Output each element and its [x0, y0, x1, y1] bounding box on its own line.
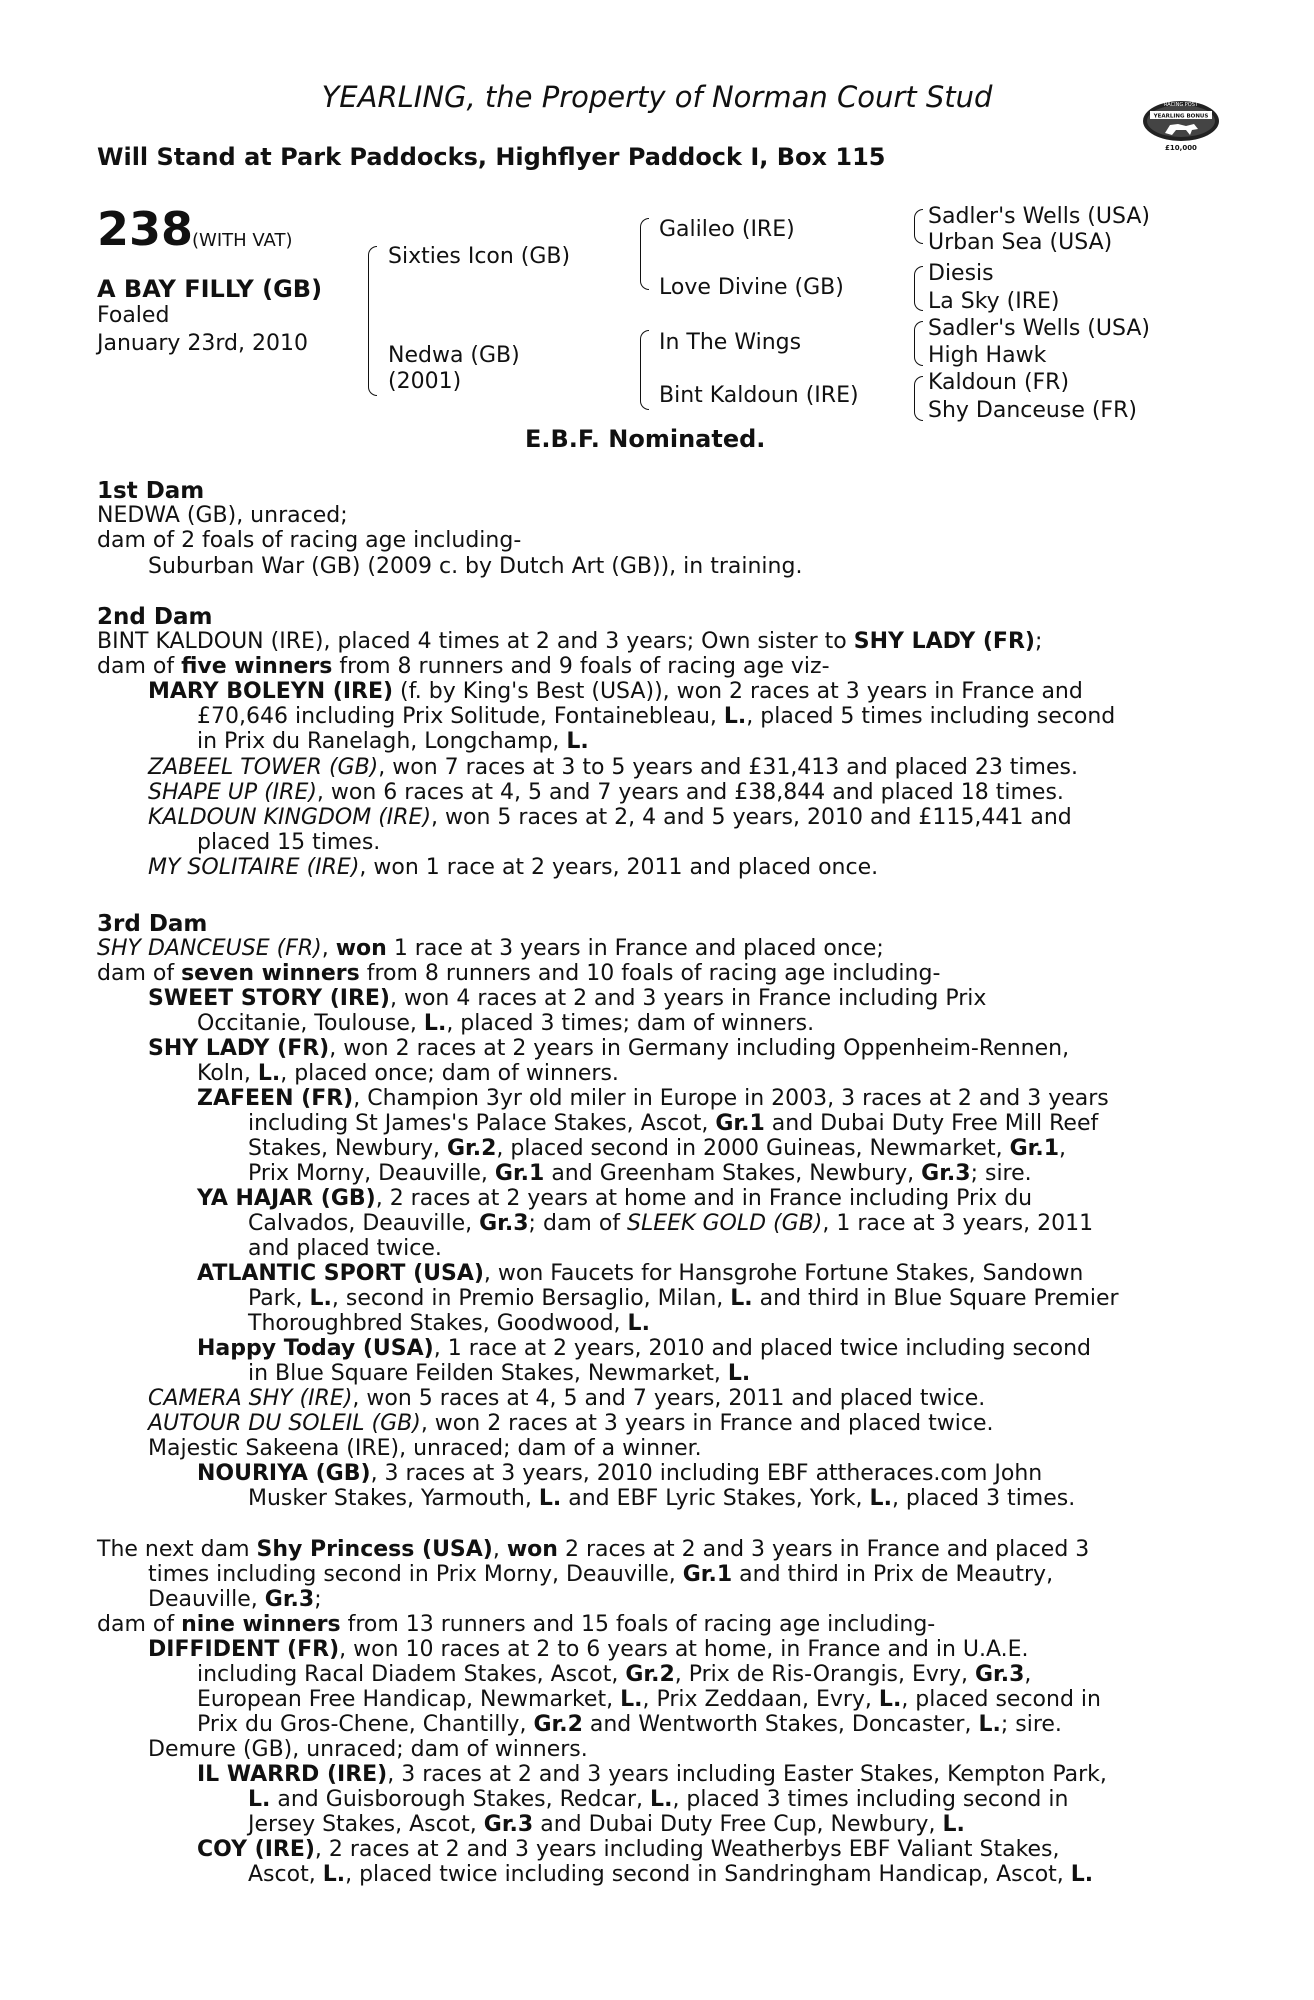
- next-dam-progeny: IL WARRD (IRE), 3 races at 2 and 3 years including Easter Stakes, Kempton Park,: [197, 1762, 1107, 1787]
- next-dam-line: dam of nine winners from 13 runners and 15 foals of racing age including-: [97, 1612, 936, 1637]
- third-dam-progeny: including St James's Palace Stakes, Ascot, Gr.1 and Dubai Duty Free Mill Reef: [248, 1111, 1099, 1136]
- next-dam-progeny: L. and Guisborough Stakes, Redcar, L., placed 3 times including second in: [248, 1787, 1069, 1812]
- foaled-date: January 23rd, 2010: [97, 331, 308, 356]
- third-dam-progeny: Stakes, Newbury, Gr.2, placed second in 2000 Guineas, Newmarket, Gr.1,: [248, 1136, 1067, 1161]
- pedigree-sire-dam: Love Divine (GB): [659, 275, 844, 300]
- third-dam-progeny: in Blue Square Feilden Stakes, Newmarket, L.: [248, 1361, 751, 1386]
- third-dam-line: SHY DANCEUSE (FR), won 1 race at 3 years in France and placed once;: [97, 936, 884, 961]
- third-dam-progeny: Koln, L., placed once; dam of winners.: [197, 1061, 619, 1086]
- second-dam-line: dam of five winners from 8 runners and 9 foals of racing age viz-: [97, 654, 830, 679]
- third-dam-progeny: Happy Today (USA), 1 race at 2 years, 2010 and placed twice including second: [197, 1336, 1091, 1361]
- third-dam-progeny: and placed twice.: [248, 1236, 442, 1261]
- next-dam-line: Deauville, Gr.3;: [148, 1587, 322, 1612]
- third-dam-progeny: SWEET STORY (IRE), won 4 races at 2 and 3 years in France including Prix: [148, 986, 987, 1011]
- second-dam-progeny: SHAPE UP (IRE), won 6 races at 4, 5 and 7 years and £38,844 and placed 18 times.: [148, 780, 1064, 805]
- third-dam-progeny: CAMERA SHY (IRE), won 5 races at 4, 5 and 7 years, 2011 and placed twice.: [148, 1386, 986, 1411]
- next-dam-progeny: including Racal Diadem Stakes, Ascot, Gr.2, Prix de Ris-Orangis, Evry, Gr.3,: [197, 1662, 1032, 1687]
- next-dam-line: times including second in Prix Morny, Deauville, Gr.1 and third in Prix de Meautry,: [148, 1562, 1054, 1587]
- second-dam-heading: 2nd Dam: [97, 604, 213, 630]
- pedigree-dam-sire: In The Wings: [659, 330, 802, 355]
- lot-vat: (WITH VAT): [192, 230, 293, 251]
- third-dam-progeny: Park, L., second in Premio Bersaglio, Milan, L. and third in Blue Square Premier: [248, 1286, 1119, 1311]
- pedigree-sire: Sixties Icon (GB): [388, 244, 571, 269]
- third-dam-line: dam of seven winners from 8 runners and 10 foals of racing age including-: [97, 961, 941, 986]
- badge-value: £10,000: [1165, 144, 1197, 152]
- lot-number: 238: [97, 202, 194, 256]
- pedigree-brace-4: [914, 209, 923, 244]
- yearling-bonus-badge-logo: [1140, 95, 1222, 153]
- third-dam-heading: 3rd Dam: [97, 911, 208, 937]
- second-dam-progeny: ZABEEL TOWER (GB), won 7 races at 3 to 5 years and £31,413 and placed 23 times.: [148, 755, 1078, 780]
- pedigree-brace-1: [368, 246, 377, 396]
- next-dam-progeny: Jersey Stakes, Ascot, Gr.3 and Dubai Duty Free Cup, Newbury, L.: [248, 1812, 965, 1837]
- pedigree-dam-dam: Bint Kaldoun (IRE): [659, 383, 859, 408]
- third-dam-progeny: YA HAJAR (GB), 2 races at 2 years at home and in France including Prix du: [197, 1186, 1033, 1211]
- next-dam-progeny: European Free Handicap, Newmarket, L., Prix Zeddaan, Evry, L., placed second in: [197, 1687, 1101, 1712]
- pedigree-dam-year: (2001): [388, 369, 462, 394]
- second-dam-progeny: £70,646 including Prix Solitude, Fontainebleau, L., placed 5 times including second: [197, 704, 1116, 729]
- next-dam-progeny: COY (IRE), 2 races at 2 and 3 years including Weatherbys EBF Valiant Stakes,: [197, 1837, 1060, 1862]
- third-dam-progeny: AUTOUR DU SOLEIL (GB), won 2 races at 3 years in France and placed twice.: [148, 1411, 994, 1436]
- next-dam-progeny: Prix du Gros-Chene, Chantilly, Gr.2 and Wentworth Stakes, Doncaster, L.; sire.: [197, 1712, 1062, 1737]
- second-dam-progeny: MY SOLITAIRE (IRE), won 1 race at 2 years, 2011 and placed once.: [148, 855, 879, 880]
- pedigree-dam: Nedwa (GB): [388, 343, 520, 368]
- second-dam-line: BINT KALDOUN (IRE), placed 4 times at 2 and 3 years; Own sister to SHY LADY (FR);: [97, 629, 1043, 654]
- pedigree-sire-sire: Galileo (IRE): [659, 217, 795, 242]
- stand-location: Will Stand at Park Paddocks, Highflyer Paddock I, Box 115: [97, 143, 886, 171]
- badge-line2: YEARLING BONUS: [1153, 113, 1209, 120]
- pedigree-g7: Kaldoun (FR): [928, 370, 1070, 395]
- pedigree-brace-7: [914, 376, 923, 421]
- first-dam-progeny: Suburban War (GB) (2009 c. by Dutch Art (GB)), in training.: [148, 554, 803, 579]
- next-dam-line: The next dam Shy Princess (USA), won 2 races at 2 and 3 years in France and placed 3: [97, 1537, 1090, 1562]
- third-dam-progeny: Thoroughbred Stakes, Goodwood, L.: [248, 1311, 650, 1336]
- third-dam-progeny: NOURIYA (GB), 3 races at 3 years, 2010 including EBF attheraces.com John: [197, 1461, 1043, 1486]
- page-title: YEARLING, the Property of Norman Court Stud: [321, 80, 993, 114]
- pedigree-brace-2: [640, 218, 649, 290]
- third-dam-progeny: Majestic Sakeena (IRE), unraced; dam of a winner.: [148, 1436, 702, 1461]
- next-dam-progeny: DIFFIDENT (FR), won 10 races at 2 to 6 years at home, in France and in U.A.E.: [148, 1637, 1029, 1662]
- third-dam-progeny: Calvados, Deauville, Gr.3; dam of SLEEK GOLD (GB), 1 race at 3 years, 2011: [248, 1211, 1094, 1236]
- pedigree-g5: Sadler's Wells (USA): [928, 316, 1150, 341]
- pedigree-brace-5: [914, 266, 923, 311]
- pedigree-g8: Shy Danceuse (FR): [928, 398, 1137, 423]
- pedigree-g6: High Hawk: [928, 343, 1047, 368]
- second-dam-progeny: placed 15 times.: [197, 830, 381, 855]
- lot-foaled: [97, 302, 308, 358]
- first-dam-line: NEDWA (GB), unraced;: [97, 503, 348, 528]
- badge-line1: RACING POST: [1164, 102, 1198, 108]
- pedigree-g1: Sadler's Wells (USA): [928, 204, 1150, 229]
- third-dam-progeny: ATLANTIC SPORT (USA), won Faucets for Hansgrohe Fortune Stakes, Sandown: [197, 1261, 1084, 1286]
- third-dam-progeny: SHY LADY (FR), won 2 races at 2 years in Germany including Oppenheim-Rennen,: [148, 1036, 1070, 1061]
- third-dam-progeny: Musker Stakes, Yarmouth, L. and EBF Lyric Stakes, York, L., placed 3 times.: [248, 1486, 1076, 1511]
- first-dam-line: dam of 2 foals of racing age including-: [97, 528, 522, 553]
- next-dam-progeny: Demure (GB), unraced; dam of winners.: [148, 1737, 588, 1762]
- next-dam-progeny: Ascot, L., placed twice including second in Sandringham Handicap, Ascot, L.: [248, 1862, 1094, 1887]
- pedigree-g3: Diesis: [928, 261, 994, 286]
- pedigree-brace-6: [914, 321, 923, 366]
- ebf-nomination: E.B.F. Nominated.: [525, 425, 766, 453]
- second-dam-progeny: KALDOUN KINGDOM (IRE), won 5 races at 2, 4 and 5 years, 2010 and £115,441 and: [148, 805, 1072, 830]
- pedigree-g2: Urban Sea (USA): [928, 230, 1113, 255]
- foaled-label: Foaled: [97, 303, 170, 328]
- pedigree-g4: La Sky (IRE): [928, 289, 1060, 314]
- second-dam-progeny: in Prix du Ranelagh, Longchamp, L.: [197, 729, 589, 754]
- third-dam-progeny: Prix Morny, Deauville, Gr.1 and Greenham Stakes, Newbury, Gr.3; sire.: [248, 1161, 1032, 1186]
- third-dam-progeny: Occitanie, Toulouse, L., placed 3 times; dam of winners.: [197, 1011, 815, 1036]
- pedigree-brace-3: [640, 330, 649, 410]
- third-dam-progeny: ZAFEEN (FR), Champion 3yr old miler in Europe in 2003, 3 races at 2 and 3 years: [197, 1086, 1109, 1111]
- first-dam-heading: 1st Dam: [97, 478, 205, 504]
- second-dam-progeny: MARY BOLEYN (IRE) (f. by King's Best (USA)), won 2 races at 3 years in France and: [148, 679, 1083, 704]
- lot-description: A BAY FILLY (GB): [97, 275, 323, 303]
